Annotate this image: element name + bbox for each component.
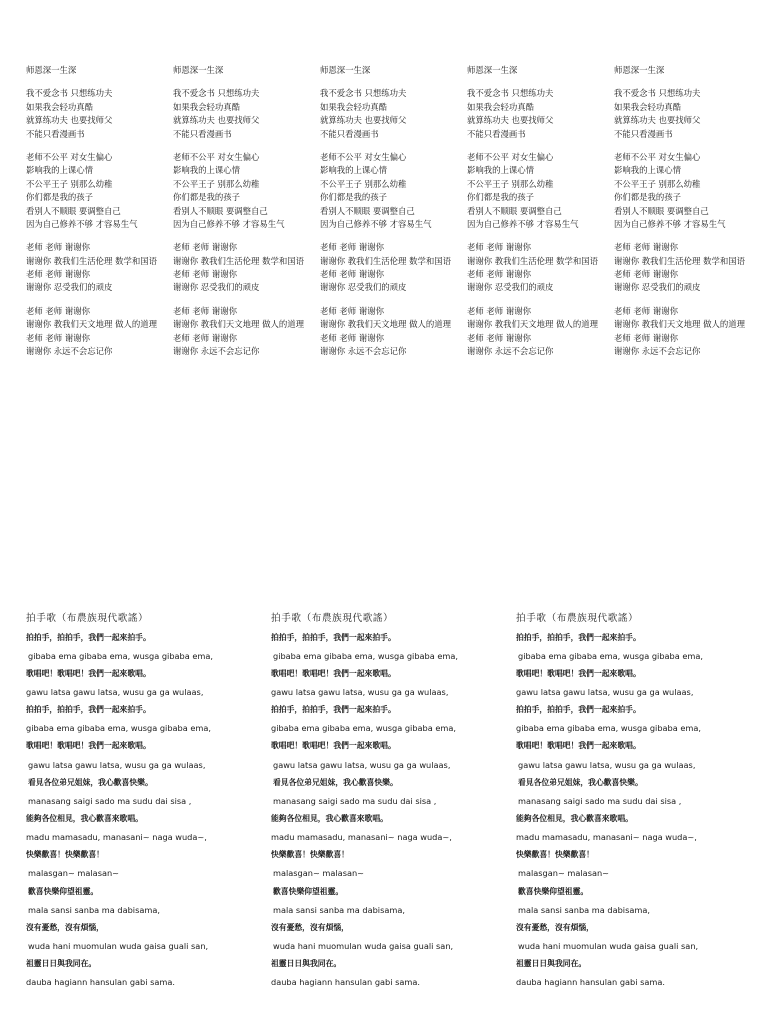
lyric-line: 因为自己修养不够 才容易生气 xyxy=(614,218,726,229)
song-line-chinese: 拍拍手，拍拍手，我們一起來拍手。 xyxy=(516,705,641,715)
lyric-line: 老师 老师 谢谢你 xyxy=(614,332,678,343)
lyric-line: 影响我的上课心情 xyxy=(320,165,387,176)
lyric-line: 老师 老师 谢谢你 xyxy=(26,269,90,280)
lyric-line: 不能只看漫画书 xyxy=(26,128,85,139)
lyric-stanza xyxy=(614,241,764,295)
lyric-line: 老师 老师 谢谢你 xyxy=(614,305,678,316)
lyric-line: 谢谢你 永远不会忘记你 xyxy=(467,346,554,357)
lyric-line: 老师 老师 谢谢你 xyxy=(26,242,90,253)
song-line-chinese: 能夠各位相見，我心歡喜來歌唱。 xyxy=(26,814,143,823)
lyric-line: 就算练功夫 也要找师父 xyxy=(173,115,260,126)
song-line-chinese: 歌唱吧！歌唱吧！我們一起來歌唱。 xyxy=(271,741,396,751)
lyric-line: 老师 老师 谢谢你 xyxy=(26,305,90,316)
song-line-bunun: manasang saigi sado ma sudu dai sisa , xyxy=(273,795,437,806)
lyric-line: 老师 老师 谢谢你 xyxy=(467,269,531,280)
song-line-bunun: gibaba ema gibaba ema, wusga gibaba ema, xyxy=(26,723,211,734)
song-line-bunun: malasgan~ malasan~ xyxy=(28,868,120,879)
lyric-stanza xyxy=(26,87,176,141)
lyric-column xyxy=(320,64,470,368)
song-line-bunun: gawu latsa gawu latsa, wusu ga ga wulaas, xyxy=(271,687,449,698)
lyric-line: 老师 老师 谢谢你 xyxy=(467,332,531,343)
song-line-chinese: 看見各位弟兄姐妹，我心歡喜快樂。 xyxy=(518,777,643,787)
song-line-chinese: 沒有憂愁，沒有煩惱， xyxy=(26,922,104,932)
lyric-column xyxy=(467,64,617,368)
lyric-line: 谢谢你 教我们天文地理 做人的道理 xyxy=(467,319,598,330)
lyric-line: 老师 老师 谢谢你 xyxy=(320,332,384,343)
song-line-chinese: 能夠各位相見，我心歡喜來歌唱。 xyxy=(516,814,633,823)
lyric-stanza xyxy=(26,151,176,231)
lyric-line: 谢谢你 永远不会忘记你 xyxy=(173,346,260,357)
lyric-stanza xyxy=(173,87,323,141)
song-line-bunun: wuda hani muomulan wuda gaisa guali san, xyxy=(518,940,699,951)
song-line-chinese: 能夠各位相見，我心歡喜來歌唱。 xyxy=(271,814,388,823)
lyric-stanza xyxy=(614,305,764,359)
lyric-stanza xyxy=(467,87,617,141)
song-line-bunun: gibaba ema gibaba ema, wusga gibaba ema, xyxy=(271,723,456,734)
lyric-line: 谢谢你 教我们天文地理 做人的道理 xyxy=(173,319,304,330)
lyric-stanza xyxy=(320,241,470,295)
lyric-line: 谢谢你 忍受我们的顽皮 xyxy=(320,282,407,293)
song-line-bunun: mala sansi sanba ma dabisama, xyxy=(518,904,650,915)
lyric-line: 就算练功夫 也要找师父 xyxy=(614,115,701,126)
song-line-bunun: madu mamasadu, manasani~ naga wuda~, xyxy=(26,832,207,843)
song-title: 拍手歌（布農族現代歌謠） xyxy=(271,613,394,624)
lyric-line: 谢谢你 教我们生活伦理 数学和国语 xyxy=(614,255,745,266)
lyric-line: 就算练功夫 也要找师父 xyxy=(26,115,113,126)
song-line-bunun: mala sansi sanba ma dabisama, xyxy=(28,904,160,915)
lyric-line: 影响我的上课心情 xyxy=(26,165,93,176)
song-line-chinese: 看見各位弟兄姐妹，我心歡喜快樂。 xyxy=(273,777,398,787)
song-line-chinese: 歌唱吧！歌唱吧！我們一起來歌唱。 xyxy=(271,668,396,678)
lyric-line: 老师 老师 谢谢你 xyxy=(614,242,678,253)
lyric-line: 如果我会轻功真酷 xyxy=(320,101,387,112)
lyric-title: 师恩深一生深 xyxy=(467,65,518,75)
lyric-line: 老师 老师 谢谢你 xyxy=(320,242,384,253)
lyric-stanza xyxy=(26,305,176,359)
lyric-line: 看别人不顺眼 要调整自己 xyxy=(26,205,121,216)
lyric-line: 老师不公平 对女生偏心 xyxy=(26,151,113,162)
lyric-line: 不能只看漫画书 xyxy=(614,128,673,139)
lyric-line: 你们都是我的孩子 xyxy=(467,192,534,203)
lyric-line: 因为自己修养不够 才容易生气 xyxy=(173,218,285,229)
song-line-bunun: dauba hagiann hansulan gabi sama. xyxy=(516,977,665,988)
lyric-line: 老师 老师 谢谢你 xyxy=(173,269,237,280)
lyric-line: 如果我会轻功真酷 xyxy=(173,101,240,112)
lyric-line: 老师 老师 谢谢你 xyxy=(614,269,678,280)
song-line-bunun: gibaba ema gibaba ema, wusga gibaba ema, xyxy=(518,650,703,661)
lyric-line: 不能只看漫画书 xyxy=(467,128,526,139)
song-line-chinese: 快樂歡喜！快樂歡喜！ xyxy=(516,850,594,860)
song-line-chinese: 歌唱吧！歌唱吧！我們一起來歌唱。 xyxy=(26,741,151,751)
lyric-stanza xyxy=(614,87,764,141)
lyric-line: 影响我的上课心情 xyxy=(614,165,681,176)
song-title: 拍手歌（布農族現代歌謠） xyxy=(26,613,149,624)
lyric-line: 我不爱念书 只想练功夫 xyxy=(320,88,407,99)
song-line-bunun: manasang saigi sado ma sudu dai sisa , xyxy=(518,795,682,806)
lyric-line: 老师 老师 谢谢你 xyxy=(467,242,531,253)
lyric-title: 师恩深一生深 xyxy=(614,65,665,75)
song-line-bunun: madu mamasadu, manasani~ naga wuda~, xyxy=(271,832,452,843)
lyric-line: 影响我的上课心情 xyxy=(173,165,240,176)
lyric-line: 老师 老师 谢谢你 xyxy=(26,332,90,343)
song-line-chinese: 沒有憂愁，沒有煩惱， xyxy=(271,922,349,932)
lyric-stanza xyxy=(467,241,617,295)
lyric-line: 老师 老师 谢谢你 xyxy=(173,305,237,316)
lyric-stanza xyxy=(173,151,323,231)
song-line-chinese: 祖靈日日與我同在。 xyxy=(271,959,342,969)
lyric-line: 老师 老师 谢谢你 xyxy=(173,332,237,343)
lyric-line: 谢谢你 教我们天文地理 做人的道理 xyxy=(614,319,745,330)
song-column xyxy=(271,610,506,991)
lyric-line: 老师不公平 对女生偏心 xyxy=(614,151,701,162)
song-line-chinese: 祖靈日日與我同在。 xyxy=(516,959,587,969)
song-line-chinese: 歌唱吧！歌唱吧！我們一起來歌唱。 xyxy=(26,668,151,678)
song-line-chinese: 歡喜快樂仰望祖靈。 xyxy=(273,886,344,896)
song-line-chinese: 拍拍手，拍拍手，我們一起來拍手。 xyxy=(271,632,396,642)
lyric-line: 谢谢你 教我们生活伦理 数学和国语 xyxy=(467,255,598,266)
lyric-stanza xyxy=(320,305,470,359)
lyric-line: 我不爱念书 只想练功夫 xyxy=(614,88,701,99)
lyric-line: 你们都是我的孩子 xyxy=(614,192,681,203)
lyric-line: 我不爱念书 只想练功夫 xyxy=(467,88,554,99)
lyric-line: 不公平王子 别那么幼稚 xyxy=(467,178,554,189)
song-line-chinese: 快樂歡喜！快樂歡喜！ xyxy=(26,850,104,860)
lyric-line: 老师不公平 对女生偏心 xyxy=(173,151,260,162)
lyric-stanza xyxy=(614,151,764,231)
lyric-line: 如果我会轻功真酷 xyxy=(26,101,93,112)
song-line-bunun: gawu latsa gawu latsa, wusu ga ga wulaas, xyxy=(518,759,696,770)
song-column xyxy=(516,610,751,991)
song-title: 拍手歌（布農族現代歌謠） xyxy=(516,613,639,624)
lyric-line: 谢谢你 教我们生活伦理 数学和国语 xyxy=(320,255,451,266)
lyric-line: 老师 老师 谢谢你 xyxy=(320,269,384,280)
lyric-title: 师恩深一生深 xyxy=(26,65,77,75)
lyric-line: 我不爱念书 只想练功夫 xyxy=(26,88,113,99)
lyric-line: 你们都是我的孩子 xyxy=(320,192,387,203)
lyric-line: 我不爱念书 只想练功夫 xyxy=(173,88,260,99)
song-line-chinese: 拍拍手，拍拍手，我們一起來拍手。 xyxy=(26,632,151,642)
song-line-bunun: gawu latsa gawu latsa, wusu ga ga wulaas, xyxy=(273,759,451,770)
song-line-bunun: wuda hani muomulan wuda gaisa guali san, xyxy=(273,940,454,951)
song-line-bunun: malasgan~ malasan~ xyxy=(273,868,365,879)
song-line-bunun: mala sansi sanba ma dabisama, xyxy=(273,904,405,915)
lyric-line: 谢谢你 永远不会忘记你 xyxy=(320,346,407,357)
lyric-line: 如果我会轻功真酷 xyxy=(467,101,534,112)
lyric-line: 谢谢你 教我们生活伦理 数学和国语 xyxy=(173,255,304,266)
lyric-line: 就算练功夫 也要找师父 xyxy=(467,115,554,126)
song-line-bunun: malasgan~ malasan~ xyxy=(518,868,610,879)
lyric-line: 谢谢你 永远不会忘记你 xyxy=(614,346,701,357)
lyric-line: 谢谢你 教我们生活伦理 数学和国语 xyxy=(26,255,157,266)
lyric-line: 谢谢你 忍受我们的顽皮 xyxy=(467,282,554,293)
song-line-bunun: gibaba ema gibaba ema, wusga gibaba ema, xyxy=(273,650,458,661)
lyric-line: 不公平王子 别那么幼稚 xyxy=(614,178,701,189)
song-line-chinese: 歡喜快樂仰望祖靈。 xyxy=(28,886,99,896)
lyric-line: 看别人不顺眼 要调整自己 xyxy=(467,205,562,216)
lyric-column xyxy=(173,64,323,368)
song-column xyxy=(26,610,261,991)
lyric-stanza xyxy=(26,241,176,295)
lyric-line: 你们都是我的孩子 xyxy=(26,192,93,203)
song-line-bunun: gibaba ema gibaba ema, wusga gibaba ema, xyxy=(516,723,701,734)
lyric-line: 谢谢你 忍受我们的顽皮 xyxy=(173,282,260,293)
lyric-line: 谢谢你 忍受我们的顽皮 xyxy=(614,282,701,293)
lyric-line: 不公平王子 别那么幼稚 xyxy=(173,178,260,189)
lyric-line: 谢谢你 忍受我们的顽皮 xyxy=(26,282,113,293)
lyric-line: 谢谢你 永远不会忘记你 xyxy=(26,346,113,357)
song-line-bunun: gawu latsa gawu latsa, wusu ga ga wulaas, xyxy=(516,687,694,698)
lyric-line: 就算练功夫 也要找师父 xyxy=(320,115,407,126)
lyric-line: 不公平王子 别那么幼稚 xyxy=(26,178,113,189)
lyric-line: 不能只看漫画书 xyxy=(320,128,379,139)
song-line-chinese: 祖靈日日與我同在。 xyxy=(26,959,97,969)
song-line-chinese: 拍拍手，拍拍手，我們一起來拍手。 xyxy=(26,705,151,715)
lyric-stanza xyxy=(173,305,323,359)
song-line-bunun: gawu latsa gawu latsa, wusu ga ga wulaas, xyxy=(26,687,204,698)
lyric-line: 看别人不顺眼 要调整自己 xyxy=(320,205,415,216)
lyric-stanza xyxy=(467,151,617,231)
song-line-chinese: 歌唱吧！歌唱吧！我們一起來歌唱。 xyxy=(516,741,641,751)
lyric-title: 师恩深一生深 xyxy=(173,65,224,75)
lyric-title: 师恩深一生深 xyxy=(320,65,371,75)
lyric-line: 你们都是我的孩子 xyxy=(173,192,240,203)
song-line-bunun: dauba hagiann hansulan gabi sama. xyxy=(271,977,420,988)
song-line-chinese: 沒有憂愁，沒有煩惱， xyxy=(516,922,594,932)
lyric-line: 因为自己修养不够 才容易生气 xyxy=(320,218,432,229)
lyric-line: 老师 老师 谢谢你 xyxy=(320,305,384,316)
lyric-column xyxy=(26,64,176,368)
lyric-line: 老师 老师 谢谢你 xyxy=(467,305,531,316)
lyric-line: 不能只看漫画书 xyxy=(173,128,232,139)
lyric-stanza xyxy=(320,87,470,141)
song-line-bunun: manasang saigi sado ma sudu dai sisa , xyxy=(28,795,192,806)
lyric-column xyxy=(614,64,764,368)
song-line-chinese: 快樂歡喜！快樂歡喜！ xyxy=(271,850,349,860)
lyric-line: 因为自己修养不够 才容易生气 xyxy=(467,218,579,229)
song-line-chinese: 看見各位弟兄姐妹，我心歡喜快樂。 xyxy=(28,777,153,787)
song-line-chinese: 拍拍手，拍拍手，我們一起來拍手。 xyxy=(271,705,396,715)
lyric-line: 不公平王子 别那么幼稚 xyxy=(320,178,407,189)
lyric-stanza xyxy=(320,151,470,231)
song-line-chinese: 歡喜快樂仰望祖靈。 xyxy=(518,886,589,896)
lyric-stanza xyxy=(173,241,323,295)
lyric-line: 因为自己修养不够 才容易生气 xyxy=(26,218,138,229)
song-line-bunun: gibaba ema gibaba ema, wusga gibaba ema, xyxy=(28,650,213,661)
lyric-line: 影响我的上课心情 xyxy=(467,165,534,176)
song-line-bunun: gawu latsa gawu latsa, wusu ga ga wulaas, xyxy=(28,759,206,770)
lyric-line: 老师不公平 对女生偏心 xyxy=(320,151,407,162)
lyric-stanza xyxy=(467,305,617,359)
song-line-chinese: 歌唱吧！歌唱吧！我們一起來歌唱。 xyxy=(516,668,641,678)
song-line-chinese: 拍拍手，拍拍手，我們一起來拍手。 xyxy=(516,632,641,642)
lyric-line: 如果我会轻功真酷 xyxy=(614,101,681,112)
song-line-bunun: madu mamasadu, manasani~ naga wuda~, xyxy=(516,832,697,843)
lyric-line: 老师 老师 谢谢你 xyxy=(173,242,237,253)
song-line-bunun: wuda hani muomulan wuda gaisa guali san, xyxy=(28,940,209,951)
lyric-line: 谢谢你 教我们天文地理 做人的道理 xyxy=(26,319,157,330)
song-line-bunun: dauba hagiann hansulan gabi sama. xyxy=(26,977,175,988)
lyric-line: 看别人不顺眼 要调整自己 xyxy=(173,205,268,216)
lyric-line: 谢谢你 教我们天文地理 做人的道理 xyxy=(320,319,451,330)
lyric-line: 老师不公平 对女生偏心 xyxy=(467,151,554,162)
lyric-line: 看别人不顺眼 要调整自己 xyxy=(614,205,709,216)
